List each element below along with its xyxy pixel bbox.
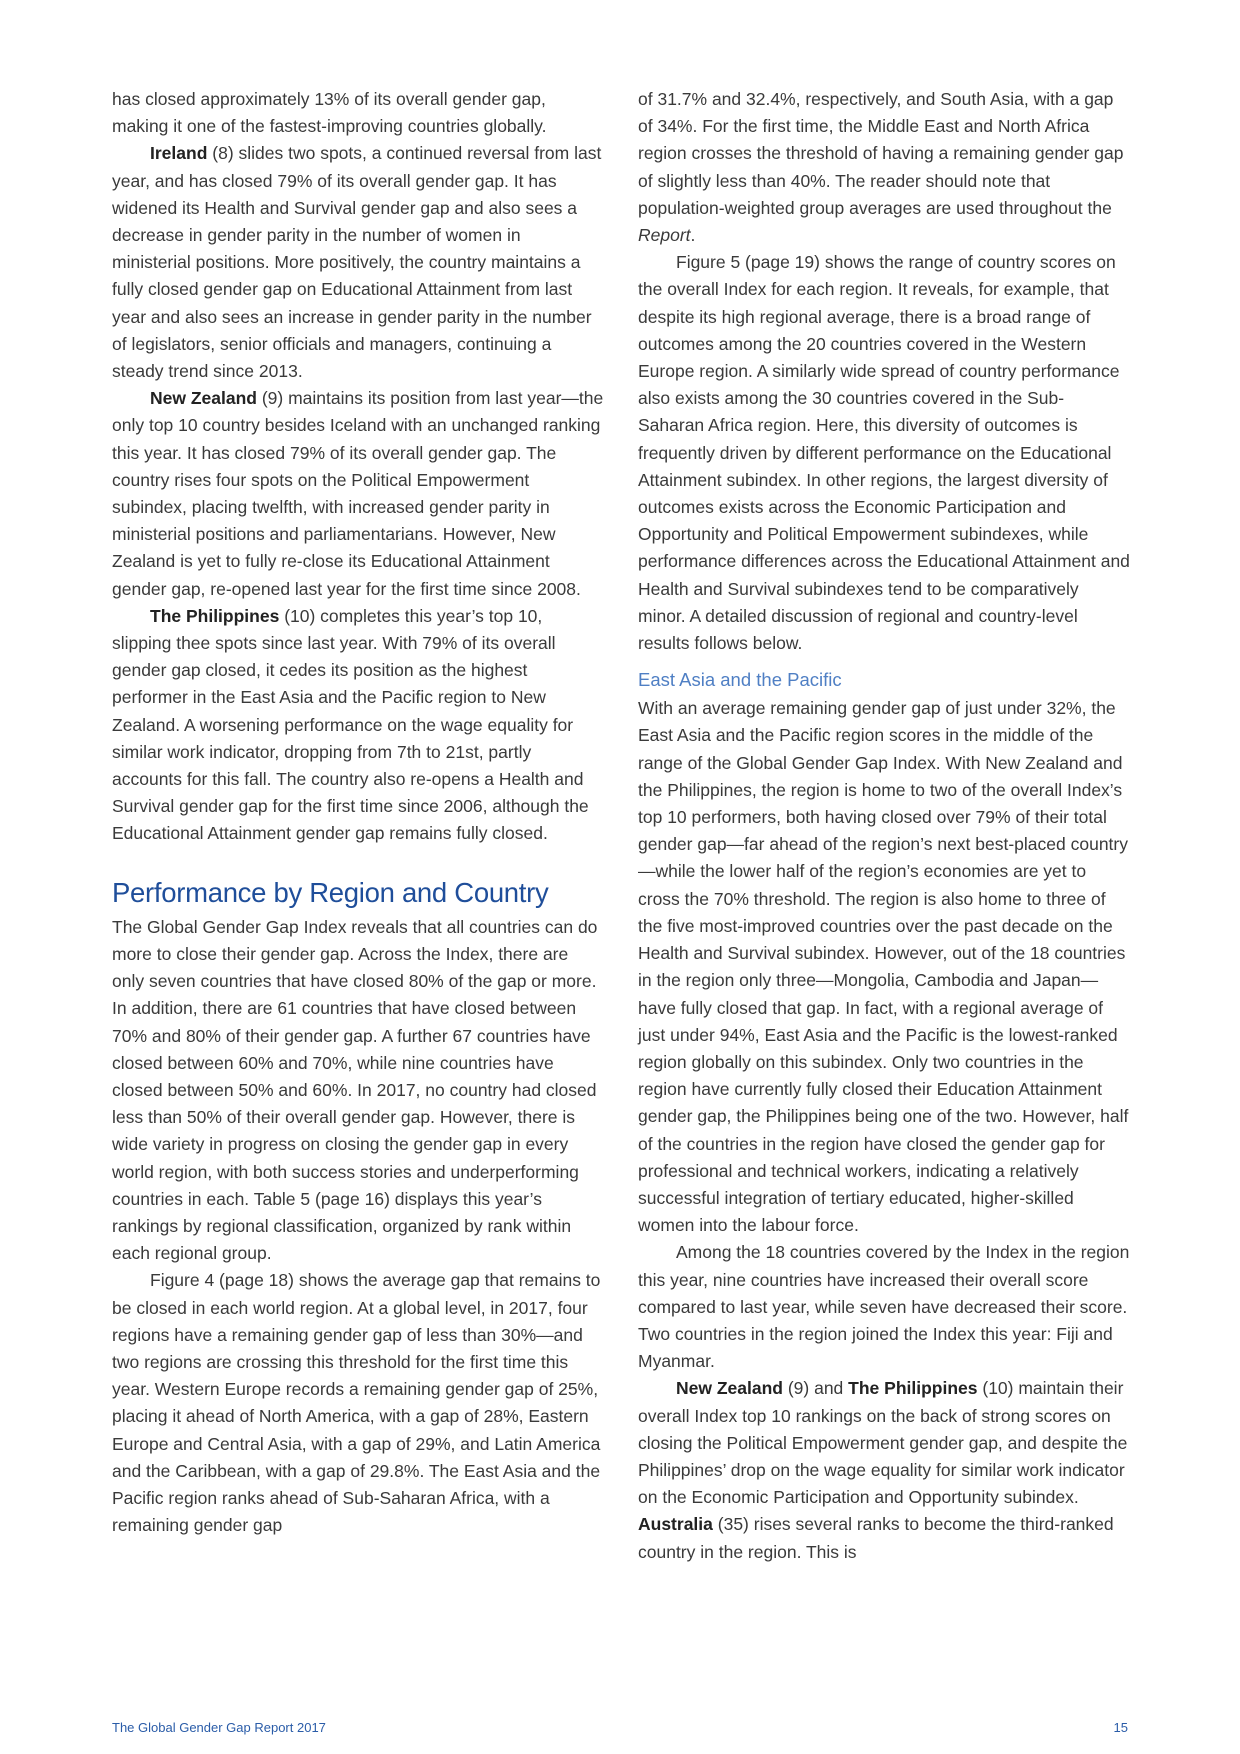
paragraph-region-figure4: Figure 4 (page 18) shows the average gap that remains to be closed in each world region. At a global level, in 2017, four regions have a remaining gender gap of less than 30%—and two regions are crossing this threshold for the first time this year. Western Europe records a remaining gender gap of 25%, placing it ahead of North America, with a gap of 28%, Eastern Europe and Central Asia, with a gap of 29%, and Latin America and the Caribbean, with a gap of 29.8%. The East Asia and the Pacific region ranks ahead of Sub-Saharan Africa, with a remaining gender gap (112, 1270, 601, 1536)
subheading-east-asia-pacific: East Asia and the Pacific (638, 669, 842, 691)
region-continued-text: of 31.7% and 32.4%, respectively, and South Asia, with a gap of 34%. For the first time, the Middle East and North Africa region crosses the threshold of having a remaining gender gap of slightly less than 40%. The reader should note that population-weighted group averages are used throughout the (638, 89, 1124, 218)
text-segment-1: (9) and (782, 1378, 849, 1399)
paragraph-figure5: Figure 5 (page 19) shows the range of country scores on the overall Index for each region. It reveals, for example, that despite its high regional average, there is a broad range of outcomes among the 20 countries covered in the Western Europe region. A similarly wide spread of country performance also exists among the 30 countries covered in the Sub-Saharan Africa region. Here, this diversity of outcomes is frequently driven by different performance on the Educational Attainment subindex. In other regions, the largest diversity of outcomes exists across the Economic Participation and Opportunity and Political Empowerment subindexes, while performance differences across the Educational Attainment and Health and Survival subindexes tend to be comparatively minor. A detailed discussion of regional and country-level results follows below. (638, 252, 1130, 654)
paragraph-east-asia-overview: With an average remaining gender gap of just under 32%, the East Asia and the Pacific region scores in the middle of the range of the Global Gender Gap Index. With New Zealand and the Philippines, the region is home to two of the overall Index’s top 10 performers, both having closed over 79% of their total gender gap—far ahead of the region’s next best-placed country—while the lower half of the region’s economies are yet to cross the 70% threshold. The region is also home to three of the five most-improved countries over the past decade on the Health and Survival subindex. However, out of the 18 countries in the region only three—Mongolia, Cambodia and Japan—have fully closed that gap. In fact, with a regional average of just under 94%, East Asia and the Pacific is the lowest-ranked region globally on this subindex. Only two countries in the region have currently fully closed their Education Attainment gender gap, the Philippines being one of the two. However, half of the countries in the region have closed the gender gap for professional and technical workers, indicating a relatively successful integration of tertiary educated, higher-skilled women into the labour force. (638, 698, 1129, 1236)
country-name-ireland: Ireland (150, 143, 208, 164)
philippines-text: (10) completes this year’s top 10, slipping thee spots since last year. With 79% of its overall gender gap closed, it cedes its position as the highest performer in the East Asia and the Pacific region to New Zealand. A worsening performance on the wage equality for similar work indicator, dropping from 7th to 21st, partly accounts for this fall. The country also re-opens a Health and Survival gender gap for the first time since 2006, although the Educational Attainment gender gap remains fully closed. (112, 605, 589, 844)
right-column (638, 86, 1130, 1566)
paragraph-east-asia-countries: Among the 18 countries covered by the Index in the region this year, nine countries have increased their overall score compared to last year, while seven have decreased their score. Two countries in the region joined the Index this year: Fiji and Myanmar. (638, 1242, 1130, 1372)
country-name-ph: The Philippines (848, 1378, 978, 1399)
left-column (112, 86, 604, 1539)
region-continued-end: . (690, 225, 696, 246)
country-name-new-zealand: New Zealand (150, 388, 257, 409)
paragraph-iceland-end: has closed approximately 13% of its overall gender gap, making it one of the fastest-improving countries globally. (112, 89, 547, 137)
new-zealand-text: (9) maintains its position from last year—the only top 10 country besides Iceland with an unchanged ranking this year. It has closed 79% of its overall gender gap. The country rises four spots on the Political Empowerment subindex, placing twelfth, with increased gender parity in ministerial positions and parliamentarians. However, New Zealand is yet to fully re-close its Educational Attainment gender gap, re-opened last year for the first time since 2008. (112, 388, 604, 599)
country-name-australia: Australia (638, 1514, 713, 1535)
country-name-nz: New Zealand (676, 1378, 783, 1399)
paragraph-region-overview: The Global Gender Gap Index reveals that all countries can do more to close their gender gap. Across the Index, there are only seven countries that have closed 80% of the gap or more. In addition, there are 61 countries that have closed between 70% and 80% of their gender gap. A further 67 countries have closed between 60% and 70%, while nine countries have closed between 50% and 60%. In 2017, no country had closed less than 50% of their overall gender gap. However, there is wide variety in progress on closing the gender gap in every world region, with both success stories and underperforming countries in each. Table 5 (page 16) displays this year’s rankings by regional classification, organized by rank within each regional group. (112, 916, 598, 1264)
report-italic: Report (638, 225, 691, 246)
country-name-philippines: The Philippines (150, 605, 280, 626)
section-heading: Performance by Region and Country (112, 876, 549, 908)
text-segment-2: (10) maintain their overall Index top 10 rankings on the back of strong scores on closing the Political Empowerment gender gap, and despite the Philippines’ drop on the wage equality for similar work indicator on the Economic Participation and Opportunity subindex. (638, 1378, 1128, 1508)
paragraph-region-continued (638, 86, 1130, 249)
paragraph-east-asia-top (638, 1375, 1130, 1565)
text-segment-3: (35) rises several ranks to become the third-ranked country in the region. This is (638, 1514, 1114, 1562)
paragraph-new-zealand (112, 385, 604, 603)
paragraph-ireland (112, 140, 604, 385)
footer-report-title: The Global Gender Gap Report 2017 (112, 1720, 326, 1735)
footer-page-number: 15 (1113, 1720, 1128, 1735)
paragraph-philippines (112, 603, 604, 848)
ireland-text: (8) slides two spots, a continued reversal from last year, and has closed 79% of its overall gender gap. It has widened its Health and Survival gender gap and also sees a decrease in gender parity in the number of women in ministerial positions. More positively, the country maintains a fully closed gender gap on Educational Attainment from last year and also sees an increase in gender parity in the number of legislators, senior officials and managers, continuing a steady trend since 2013. (112, 143, 602, 382)
